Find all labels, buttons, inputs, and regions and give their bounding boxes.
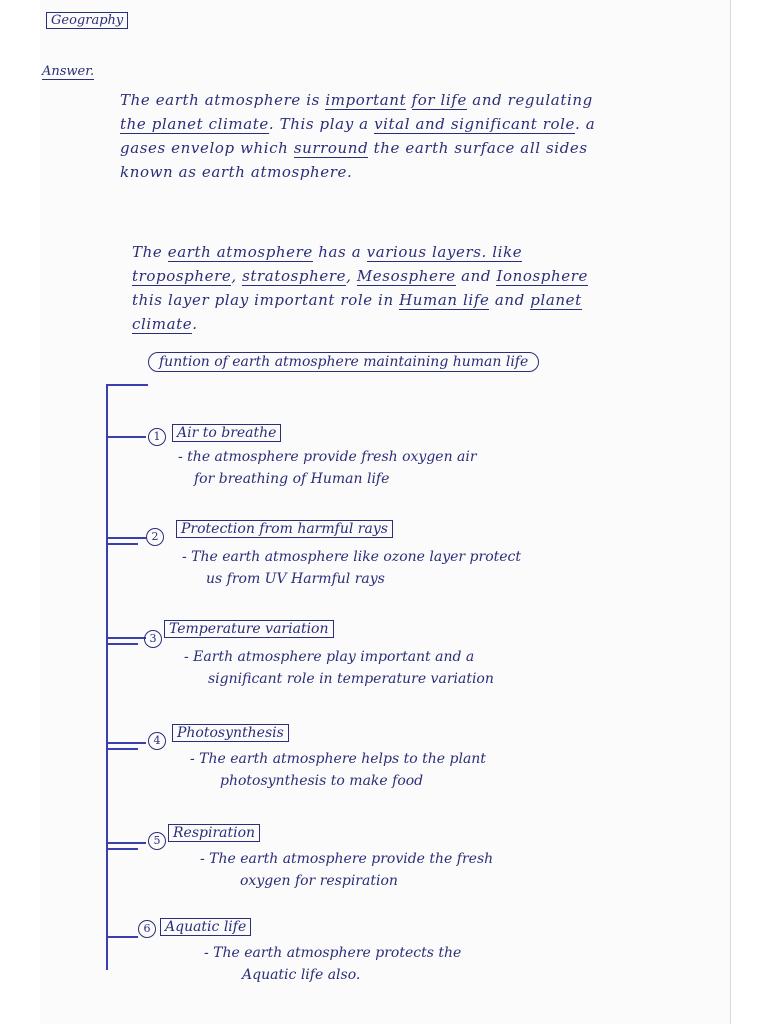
tree-trunk-line [106,384,108,970]
item-number-4: 4 [148,732,166,750]
branch-line-1 [108,436,146,438]
answer-label: Answer. [42,64,95,79]
function-title-6: Aquatic life [160,918,251,936]
function-desc-4b: photosynthesis to make food [220,773,424,789]
branch-line-3b [108,643,138,645]
function-desc-2a: - The earth atmosphere like ozone layer protect [182,549,522,565]
function-desc-6a: - The earth atmosphere protects the [204,945,462,961]
item-number-3: 3 [144,630,162,648]
branch-line-4 [108,742,146,744]
function-desc-6b: Aquatic life also. [242,967,361,983]
functions-heading: funtion of earth atmosphere maintaining human life [148,352,539,372]
layers-paragraph: The earth atmosphere has a various layers. like troposphere, stratosphere, Mesosphere and Ionosphere this layer play important role in Human life and planet climate. [132,243,588,333]
item-number-2: 2 [146,528,164,546]
branch-line-2b [108,543,138,545]
branch-line-5b [108,848,138,850]
function-title-1: Air to breathe [172,424,281,442]
function-desc-1a: - the atmosphere provide fresh oxygen air [178,449,477,465]
function-desc-1b: for breathing of Human life [194,471,390,487]
function-desc-5a: - The earth atmosphere provide the fresh [200,851,494,867]
item-number-6: 6 [138,920,156,938]
function-desc-4a: - The earth atmosphere helps to the plant [190,751,486,767]
function-desc-3b: significant role in temperature variation [208,671,494,687]
item-number-1: 1 [148,428,166,446]
branch-line-6 [108,936,138,938]
function-title-2: Protection from harmful rays [176,520,393,538]
function-desc-3a: - Earth atmosphere play important and a [184,649,475,665]
tree-top-connector [106,384,148,386]
branch-line-3 [108,637,146,639]
branch-line-4b [108,748,138,750]
function-title-4: Photosynthesis [172,724,289,742]
function-title-3: Temperature variation [164,620,334,638]
subject-title: Geography [46,12,128,29]
function-title-5: Respiration [168,824,260,842]
item-number-5: 5 [148,832,166,850]
function-desc-5b: oxygen for respiration [240,873,398,889]
intro-paragraph: The earth atmosphere is important for life and regulating the planet climate. This play a vital and significant role. a gases envelop which surround the earth surface all sides known as earth atmosphere. [120,91,596,181]
branch-line-5 [108,842,146,844]
function-desc-2b: us from UV Harmful rays [206,571,385,587]
branch-line-2 [108,537,146,539]
